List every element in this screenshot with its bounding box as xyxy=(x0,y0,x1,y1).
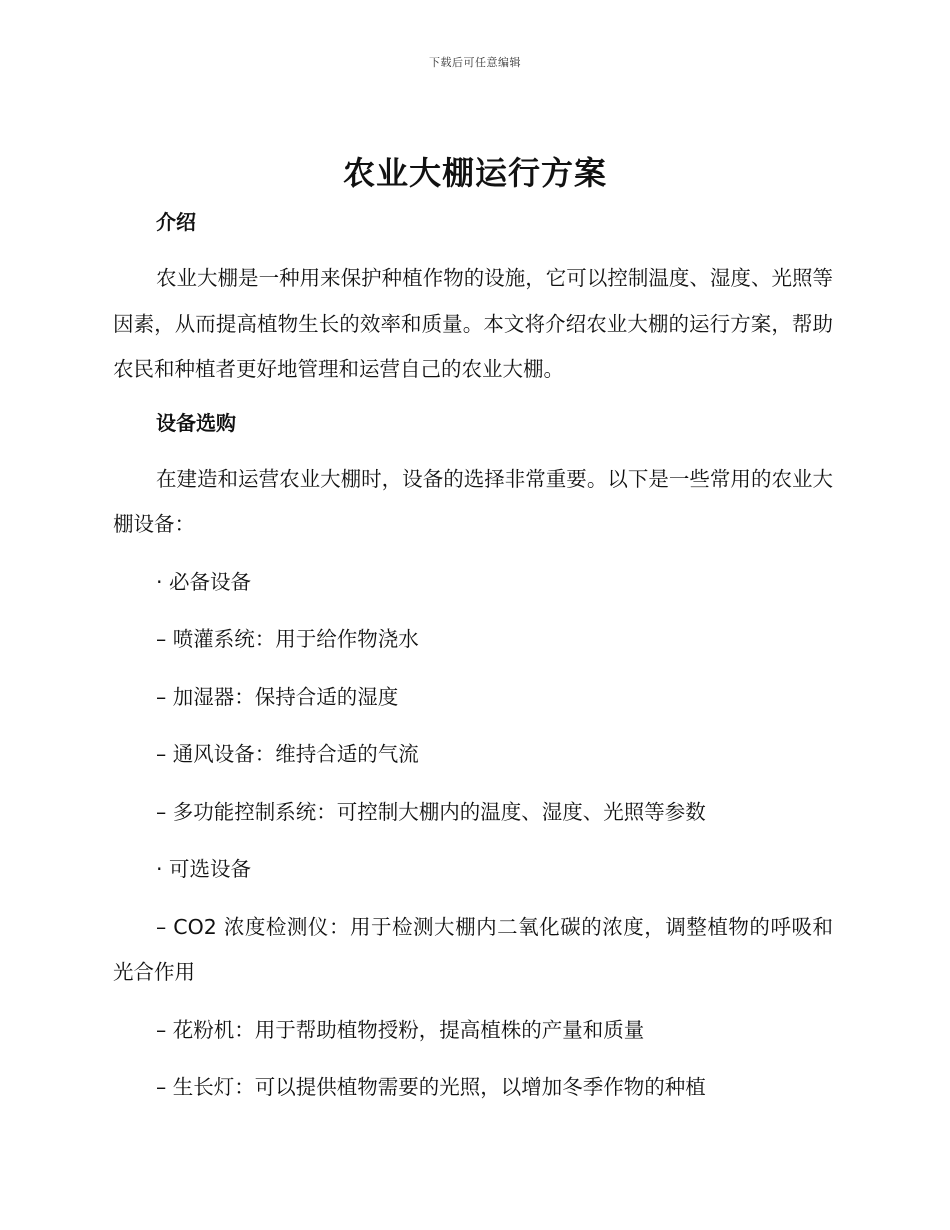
section-heading-intro: 介绍 xyxy=(156,210,196,234)
list-item: – 生长灯：可以提供植物需要的光照，以增加冬季作物的种植 xyxy=(156,1075,706,1099)
list-item: – 多功能控制系统：可控制大棚内的温度、湿度、光照等参数 xyxy=(156,799,706,824)
required-equipment-label: · 必备设备 xyxy=(156,569,252,594)
section-heading-equipment: 设备选购 xyxy=(156,410,236,435)
equipment-paragraph: 在建造和运营农业大棚时，设备的选择非常重要。以下是一些常用的农业大棚设备： xyxy=(113,466,833,536)
list-item: – 花粉机：用于帮助植物授粉，提高植株的产量和质量 xyxy=(156,1017,645,1042)
document-title: 农业大棚运行方案 xyxy=(342,154,607,192)
intro-paragraph: 农业大棚是一种用来保护种植作物的设施，它可以控制温度、湿度、光照等因素，从而提高植物生长的效率和质量。本文将介绍农业大棚的运行方案，帮助农民和种植者更好地管理和运营自己的农业大棚。 xyxy=(113,266,833,381)
list-item: – CO2 浓度检测仪：用于检测大棚内二氧化碳的浓度，调整植物的呼吸和光合作用 xyxy=(113,914,833,984)
list-item: – 喷灌系统：用于给作物浇水 xyxy=(156,627,419,651)
optional-equipment-label: · 可选设备 xyxy=(156,857,252,881)
header-note: 下载后可任意编辑 xyxy=(429,56,521,69)
list-item: – 加湿器：保持合适的湿度 xyxy=(156,684,399,709)
document-body xyxy=(113,202,833,1111)
list-item: – 通风设备：维持合适的气流 xyxy=(156,742,419,766)
